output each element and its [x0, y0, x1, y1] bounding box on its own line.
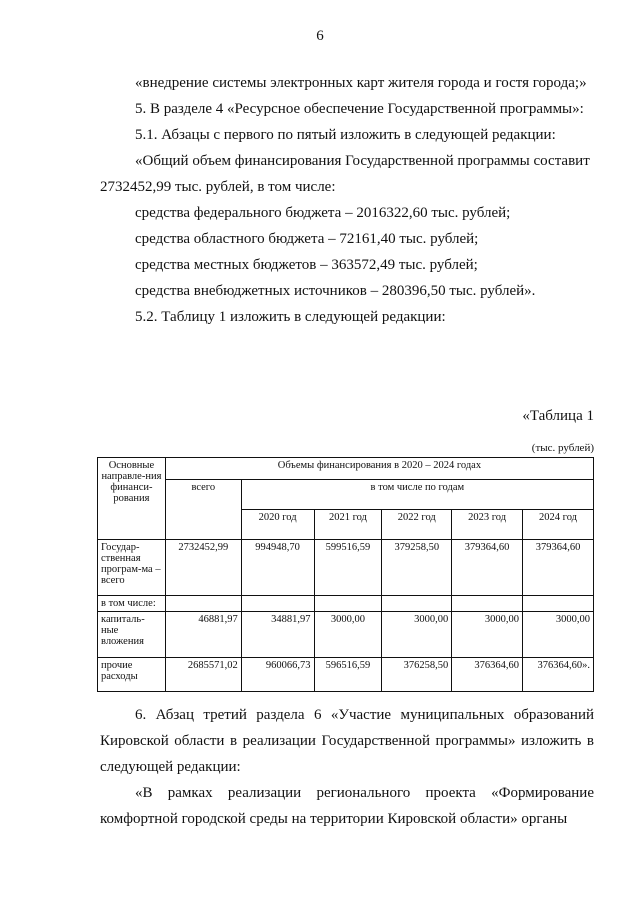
cell: 376364,60». — [523, 658, 594, 692]
header-year: 2023 год — [452, 510, 523, 540]
cell: 34881,97 — [241, 612, 314, 658]
table-row — [98, 658, 594, 692]
cell: 3000,00 — [382, 612, 452, 658]
cell: 2732452,99 — [165, 540, 241, 596]
header-total: всего — [165, 480, 241, 540]
cell: 379364,60 — [452, 540, 523, 596]
cell: 3000,00 — [523, 612, 594, 658]
paragraph: средства областного бюджета – 72161,40 тыс. рублей; — [135, 231, 479, 247]
paragraph: средства внебюджетных источников – 280396,50 тыс. рублей». — [135, 283, 536, 299]
row-label: в том числе: — [98, 596, 166, 612]
cell: 960066,73 — [241, 658, 314, 692]
page-number: 6 — [316, 28, 324, 44]
cell: 599516,59 — [314, 540, 382, 596]
paragraph: «внедрение системы электронных карт жителя города и гостя города;» — [135, 75, 587, 91]
body-text-bottom — [100, 702, 594, 832]
header-directions: Основные направле-ния финанси-рования — [98, 458, 166, 540]
header-year: 2020 год — [241, 510, 314, 540]
header-by-years: в том числе по годам — [241, 480, 593, 510]
paragraph: средства федерального бюджета – 2016322,60 тыс. рублей; — [135, 205, 511, 221]
row-label: Государ-ственная програм-ма – всего — [98, 540, 166, 596]
financing-table — [97, 457, 594, 692]
row-label: прочие расходы — [98, 658, 166, 692]
header-year: 2022 год — [382, 510, 452, 540]
table-units: (тыс. рублей) — [531, 442, 594, 454]
table-caption: «Таблица 1 — [522, 408, 594, 424]
cell: 3000,00 — [452, 612, 523, 658]
paragraph: 5.1. Абзацы с первого по пятый изложить в следующей редакции: — [135, 127, 556, 143]
paragraph: средства местных бюджетов – 363572,49 тыс. рублей; — [135, 257, 478, 273]
header-volumes: Объемы финансирования в 2020 – 2024 годах — [165, 458, 593, 480]
cell: 994948,70 — [241, 540, 314, 596]
paragraph: «Общий объем финансирования Государственной программы составит — [135, 153, 590, 169]
cell: 46881,97 — [165, 612, 241, 658]
cell: 379258,50 — [382, 540, 452, 596]
table-row — [98, 596, 594, 612]
paragraph: 2732452,99 тыс. рублей, в том числе: — [100, 179, 336, 195]
header-year: 2024 год — [523, 510, 594, 540]
paragraph: 5. В разделе 4 «Ресурсное обеспечение Государственной программы»: — [135, 101, 584, 117]
paragraph: «В рамках реализации регионального проекта «Формирование комфортной городской среды на территории Кировской области» органы — [100, 785, 594, 827]
row-label: капиталь-ные вложения — [98, 612, 166, 658]
table-row — [98, 540, 594, 596]
table-row — [98, 612, 594, 658]
body-text-top — [100, 70, 594, 330]
cell: 376364,60 — [452, 658, 523, 692]
paragraph: 5.2. Таблицу 1 изложить в следующей редакции: — [135, 309, 446, 325]
paragraph: 6. Абзац третий раздела 6 «Участие муниципальных образований Кировской области в реализации Государственной программы» изложить в следующей редакции: — [100, 707, 594, 775]
cell: 379364,60 — [523, 540, 594, 596]
cell: 596516,59 — [314, 658, 382, 692]
cell: 376258,50 — [382, 658, 452, 692]
cell: 2685571,02 — [165, 658, 241, 692]
header-year: 2021 год — [314, 510, 382, 540]
cell: 3000,00 — [314, 612, 382, 658]
